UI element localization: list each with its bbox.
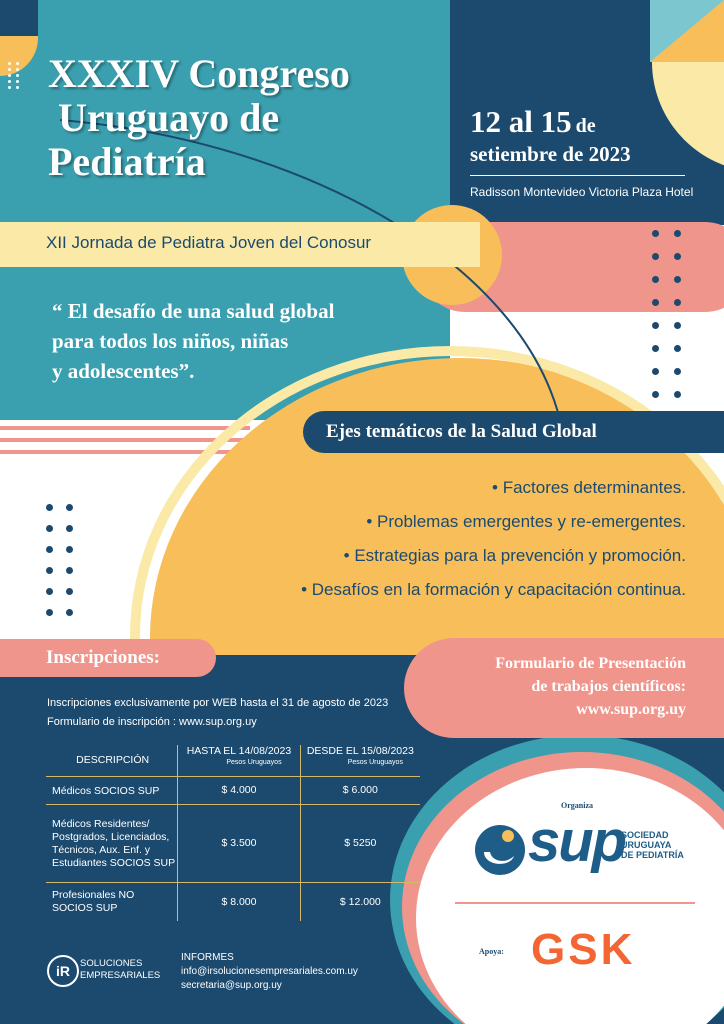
apoya-label: Apoya:: [479, 947, 504, 956]
fees-header-row: [46, 745, 420, 777]
fees-col-desde: DESDE EL 15/08/2023 Pesos Uruguayos: [300, 745, 420, 776]
page-title: [48, 52, 350, 184]
title-line-2: Uruguayo de: [58, 95, 280, 140]
ejes-item: • Factores determinantes.: [492, 478, 686, 497]
email-link-1[interactable]: info@irsolucionesempresariales.com.uy: [181, 966, 358, 977]
fees-col-desc: DESCRIPCIÓN: [76, 754, 150, 766]
inscripciones-heading: Inscripciones:: [46, 647, 160, 668]
brand-text: [80, 958, 160, 982]
fees-col-hasta: HASTA EL 14/08/2023 Pesos Uruguayos: [177, 745, 299, 776]
quote-line-2: para todos los niños, niñas: [52, 329, 289, 353]
brand-line-2: EMPRESARIALES: [80, 970, 161, 981]
event-dates: [470, 104, 700, 199]
ejes-item: • Estrategias para la prevención y promoción.: [343, 546, 686, 565]
table-row: Médicos SOCIOS SUP $ 4.000 $ 6.000: [46, 777, 420, 805]
jornada-text: XII Jornada de Pediatra Joven del Conosur: [46, 233, 372, 252]
quote: [52, 296, 334, 386]
title-line-3: Pediatría: [48, 139, 206, 184]
ejes-heading: Ejes temáticos de la Salud Global: [326, 421, 597, 442]
inscripciones-line-2: Formulario de inscripción : www.sup.org.uy: [47, 716, 257, 728]
dots-top-left: [8, 62, 21, 89]
brand-line-1: SOLUCIONES: [80, 958, 143, 969]
dots-right: [652, 230, 681, 421]
sup-name: SOCIEDAD URUGUAYA DE PEDIATRÍA: [621, 830, 684, 860]
date-de: de: [575, 115, 596, 137]
inscripciones-line-1: Inscripciones exclusivamente por WEB hasta el 31 de agosto de 2023: [47, 697, 389, 709]
organiza-label: Organiza: [561, 801, 593, 810]
date-divider: [470, 175, 685, 176]
title-line-1: XXXIV Congreso: [48, 51, 350, 96]
formulario-line-1: Formulario de Presentación: [495, 655, 686, 672]
venue-text: Radisson Montevideo Victoria Plaza Hotel: [470, 185, 694, 199]
ejes-item: • Desafíos en la formación y capacitación continua.: [301, 580, 686, 599]
inscripciones-info: [47, 694, 388, 732]
fees-table: [46, 745, 420, 921]
quote-line-1: “ El desafío de una salud global: [52, 299, 335, 323]
sponsors-divider: [455, 902, 695, 904]
informes-block: [181, 951, 358, 993]
email-link-2[interactable]: secretaria@sup.org.uy: [181, 980, 282, 991]
date-month: setiembre de 2023: [470, 142, 631, 166]
date-days: 12 al 15: [470, 104, 572, 139]
formulario-text: [420, 652, 686, 721]
ejes-item: • Problemas emergentes y re-emergentes.: [366, 512, 686, 531]
informes-label: INFORMES: [181, 952, 234, 963]
table-row: Profesionales NO SOCIOS SUP $ 8.000 $ 12.000: [46, 883, 420, 921]
sup-logo-icon: [470, 822, 530, 878]
ejes-list: [230, 471, 686, 607]
table-row: Médicos Residentes/ Postgrados, Licenciados, Técnicos, Aux. Enf. y Estudiantes SOCIOS SUP $ 3.500 $ 5250: [46, 805, 420, 883]
formulario-url[interactable]: www.sup.org.uy: [576, 701, 686, 718]
dots-left: [46, 504, 73, 616]
gsk-logo: GSK: [531, 925, 636, 974]
sup-logo-word: sup: [528, 809, 626, 874]
ir-logo-icon: iR: [47, 955, 79, 987]
quote-line-3: y adolescentes”.: [52, 359, 195, 383]
formulario-line-2: de trabajos científicos:: [531, 678, 686, 695]
